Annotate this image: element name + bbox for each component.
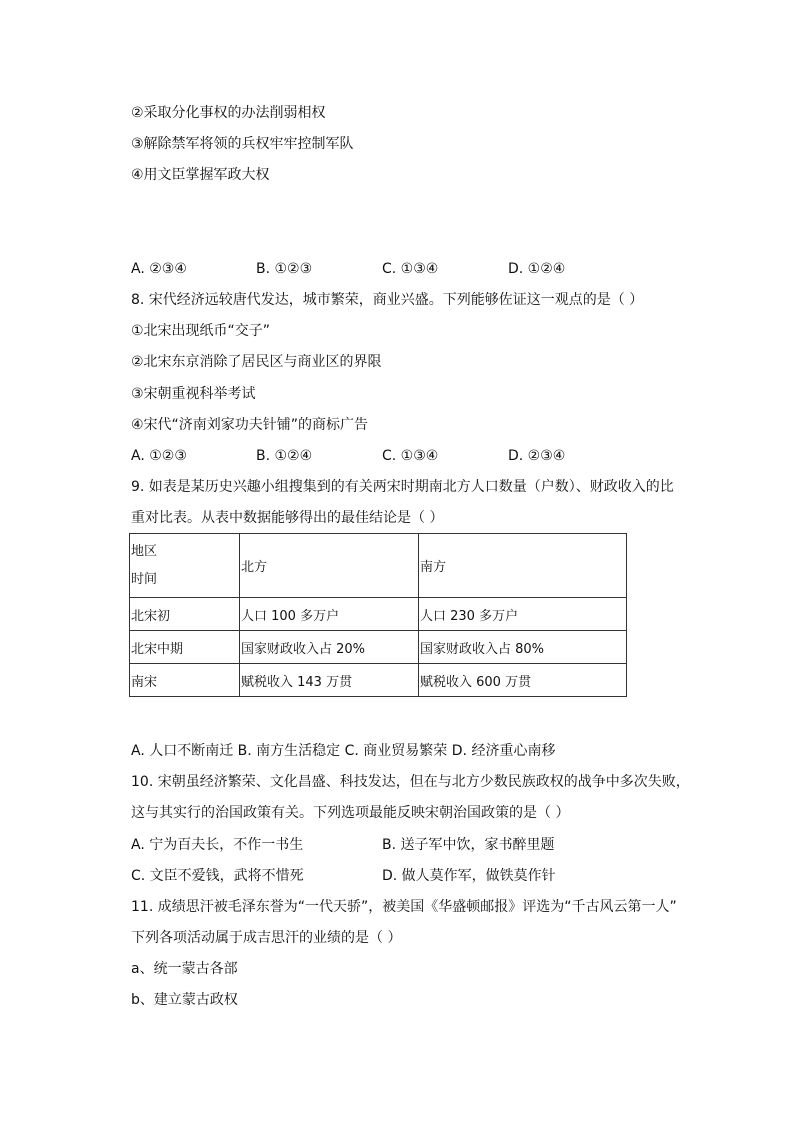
q7-option-b: B. ①②③ xyxy=(256,261,313,277)
q11-item-b: b、建立蒙古政权 xyxy=(131,992,238,1008)
table-row xyxy=(130,598,627,631)
table-row xyxy=(130,664,627,697)
q8-option-c: C. ①③④ xyxy=(382,448,439,464)
q8-option-d: D. ②③④ xyxy=(508,448,566,464)
row-north-value: 人口 100 多万户 xyxy=(240,598,419,631)
table-row xyxy=(130,631,627,664)
q8-option-a: A. ①②③ xyxy=(131,448,187,464)
table-header-row xyxy=(130,534,627,598)
q9-stem-line-1: 9. 如表是某历史兴趣小组搜集到的有关两宋时期南北方人口数量（户数）、财政收入的比 xyxy=(131,479,674,495)
q7-item-3: ③解除禁军将领的兵权牢牢控制军队 xyxy=(131,136,354,152)
q10-option-c: C. 文臣不爱钱，武将不惜死 xyxy=(131,868,304,884)
row-period: 北宋初 xyxy=(130,598,240,631)
q7-option-d: D. ①②④ xyxy=(508,261,566,277)
q11-stem-line-1: 11. 成绩思汗被毛泽东誉为“一代天骄”，被美国《华盛顿邮报》评选为“千古风云第一人” xyxy=(131,899,677,915)
q10-option-d: D. 做人莫作军，做铁莫作针 xyxy=(382,868,556,884)
q8-item-4: ④宋代“济南刘家功夫针铺”的商标广告 xyxy=(131,417,369,433)
q8-item-2: ②北宋东京消除了居民区与商业区的界限 xyxy=(131,354,382,370)
q10-option-b: B. 送子军中饮，家书醉里题 xyxy=(382,837,555,853)
q7-item-2: ②采取分化事权的办法削弱相权 xyxy=(131,105,326,121)
row-south-value: 国家财政收入占 80% xyxy=(419,631,627,664)
q8-stem: 8. 宋代经济远较唐代发达，城市繁荣，商业兴盛。下列能够佐证这一观点的是（ ） xyxy=(131,292,644,308)
q9-stem-line-2: 重对比表。从表中数据能够得出的最佳结论是（ ） xyxy=(131,510,444,526)
row-period: 南宋 xyxy=(130,664,240,697)
row-north-value: 国家财政收入占 20% xyxy=(240,631,419,664)
q9-options: A. 人口不断南迁 B. 南方生活稳定 C. 商业贸易繁荣 D. 经济重心南移 xyxy=(131,743,556,759)
q8-item-3: ③宋朝重视科举考试 xyxy=(131,386,256,402)
header-region-label: 地区 xyxy=(131,543,158,559)
q10-stem-line-2: 这与其实行的治国政策有关。下列选项最能反映宋朝治国政策的是（ ） xyxy=(131,805,570,821)
q11-item-a: a、统一蒙古各部 xyxy=(131,961,238,977)
q7-item-4: ④用文臣掌握军政大权 xyxy=(131,167,270,183)
q8-item-1: ①北宋出现纸币“交子” xyxy=(131,323,271,339)
row-period: 北宋中期 xyxy=(130,631,240,664)
q7-option-c: C. ①③④ xyxy=(382,261,439,277)
q10-stem-line-1: 10. 宋朝虽经济繁荣、文化昌盛、科技发达，但在与北方少数民族政权的战争中多次失败， xyxy=(131,774,690,790)
table-corner-cell xyxy=(130,534,240,598)
q8-option-b: B. ①②④ xyxy=(256,448,313,464)
header-time-label: 时间 xyxy=(131,571,158,587)
population-finance-table xyxy=(129,533,627,697)
row-south-value: 人口 230 多万户 xyxy=(419,598,627,631)
q11-stem-line-2: 下列各项活动属于成吉思汗的业绩的是（ ） xyxy=(131,930,402,946)
row-north-value: 赋税收入 143 万贯 xyxy=(240,664,419,697)
row-south-value: 赋税收入 600 万贯 xyxy=(419,664,627,697)
header-north: 北方 xyxy=(240,534,419,598)
header-south: 南方 xyxy=(419,534,627,598)
q10-option-a: A. 宁为百夫长，不作一书生 xyxy=(131,837,304,853)
q7-option-a: A. ②③④ xyxy=(131,261,187,277)
